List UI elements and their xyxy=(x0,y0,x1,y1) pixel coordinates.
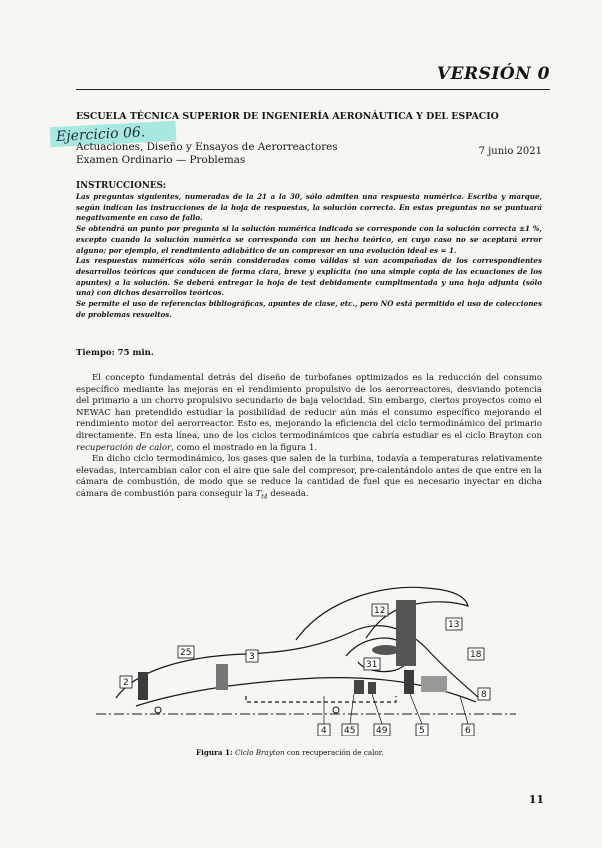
statement-text: El concepto fundamental detrás del diseño de turbofanes optimizados es la reducción del consumo específico mediante las mejoras en el rendimiento propulsivo de los aerorreactores, desviando potencia del primario a un chorro propulsivo secundario de baja velocidad. Sin embargo, ciertos proyectos como el NEWAC han pretendido estudiar la posibilidad de reducir aún más el consumo específico mejorando el rendimiento motor del aerorreactor. Esto es, mejorando la eficiencia del ciclo termodinámico del primario directamente. En esta línea, uno de los ciclos termodinámicos que cabría estudiar es el ciclo Brayton con xyxy=(76,373,542,441)
school-name: ESCUELA TÉCNICA SUPERIOR DE INGENIERÍA AERONÁUTICA Y DEL ESPACIO xyxy=(76,111,499,122)
statement-text: deseada. xyxy=(267,488,309,499)
station-label: 31 xyxy=(366,660,378,670)
instructions-paragraph: Las respuestas numéricas sólo serán consideradas como válidas si van acompañadas de los correspondientes desarrollos teóricos que conducen de forma clara, breve y explícita (no una simple copia de las ecuaciones de los apuntes) a la solución. Se deberá entregar la hoja de test debidamente cumplimentada y una hoja adjunta (sólo una) con dichos desarrollos teóricos. xyxy=(76,256,542,298)
station-label: 13 xyxy=(448,620,460,630)
statement-paragraph xyxy=(76,373,542,454)
header-rule xyxy=(76,89,550,90)
caption-emphasis: Ciclo Brayton xyxy=(234,748,285,757)
exam-title: Examen Ordinario — Problemas xyxy=(76,154,246,166)
version-label: VERSIÓN 0 xyxy=(436,64,550,84)
station-marker xyxy=(333,707,339,713)
instructions-paragraph: Se obtendrá un punto por pregunta si la solución numérica indicada se corresponde con la solución correcta ±1 %, excepto cuando la solución numérica se corresponda con un hecho teórico, en cuyo caso no se aceptará error alguno; por ejemplo, el rendimiento adiabático de un compresor en una evolución ideal es = 1. xyxy=(76,224,542,255)
page-number: 11 xyxy=(528,793,544,806)
engine-diagram xyxy=(96,578,516,736)
instructions-paragraph: Se permite el uso de referencias bibliográficas, apuntes de clase, etc., pero NO está permitido el uso de colecciones de problemas resueltos. xyxy=(76,299,542,319)
figure-caption xyxy=(196,748,384,757)
statement-emphasis: recuperación de calor xyxy=(76,442,172,453)
fan-stage xyxy=(138,672,148,700)
station-marker xyxy=(155,707,161,713)
station-label: 12 xyxy=(374,606,386,616)
caption-text: con recuperación de calor. xyxy=(284,748,384,757)
combustor-block xyxy=(354,680,364,694)
station-label: 2 xyxy=(123,678,129,688)
exam-date: 7 junio 2021 xyxy=(478,146,542,157)
station-label: 8 xyxy=(481,690,487,700)
caption-label: Figura 1: xyxy=(196,748,233,757)
handwritten-note: Ejercicio 06. xyxy=(50,121,177,148)
course-title: Actuaciones, Diseño y Ensayos de Aerorreactores xyxy=(76,141,338,153)
temperature-symbol: T xyxy=(255,488,262,499)
station-label: 6 xyxy=(465,726,471,736)
compressor-stage xyxy=(216,664,228,690)
instructions-heading: INSTRUCCIONES: xyxy=(76,181,167,191)
station-label: 18 xyxy=(470,650,482,660)
recuperator-core xyxy=(372,645,400,655)
statement-text: En dicho ciclo termodinámico, los gases que salen de la turbina, todavía a temperaturas relativamente elevadas, intercambian calor con el aire que sale del compresor, pre-calentándolo antes de que entre en la cámara de combustión, de modo que se reduce la cantidad de fuel que es necesario inyectar en dicha cámara de combustión para conseguir la xyxy=(76,454,542,499)
station-label: 49 xyxy=(376,726,388,736)
station-label: 4 xyxy=(321,726,327,736)
bypass-vanes xyxy=(396,600,416,666)
problem-statement xyxy=(76,373,542,503)
station-label: 5 xyxy=(419,726,425,736)
instructions-block xyxy=(76,192,542,320)
station-label: 25 xyxy=(180,648,192,658)
statement-text: , como el mostrado en la figura 1. xyxy=(171,442,318,453)
statement-paragraph xyxy=(76,454,542,503)
turbine-block xyxy=(368,682,376,694)
exam-time: Tiempo: 75 min. xyxy=(76,348,154,358)
instructions-paragraph: Las preguntas siguientes, numeradas de la 21 a la 30, sólo admiten una respuesta numérica. Escriba y marque, según indican las instrucciones de la hoja de respuestas, la solución correcta. En estas preguntas no se puntuará negativamente en caso de fallo. xyxy=(76,192,542,223)
heat-exchanger xyxy=(421,676,447,692)
temperature-subscript: t4 xyxy=(261,493,268,501)
station-label: 45 xyxy=(344,726,356,736)
turbine-stage xyxy=(404,670,414,694)
station-label: 3 xyxy=(249,652,255,662)
